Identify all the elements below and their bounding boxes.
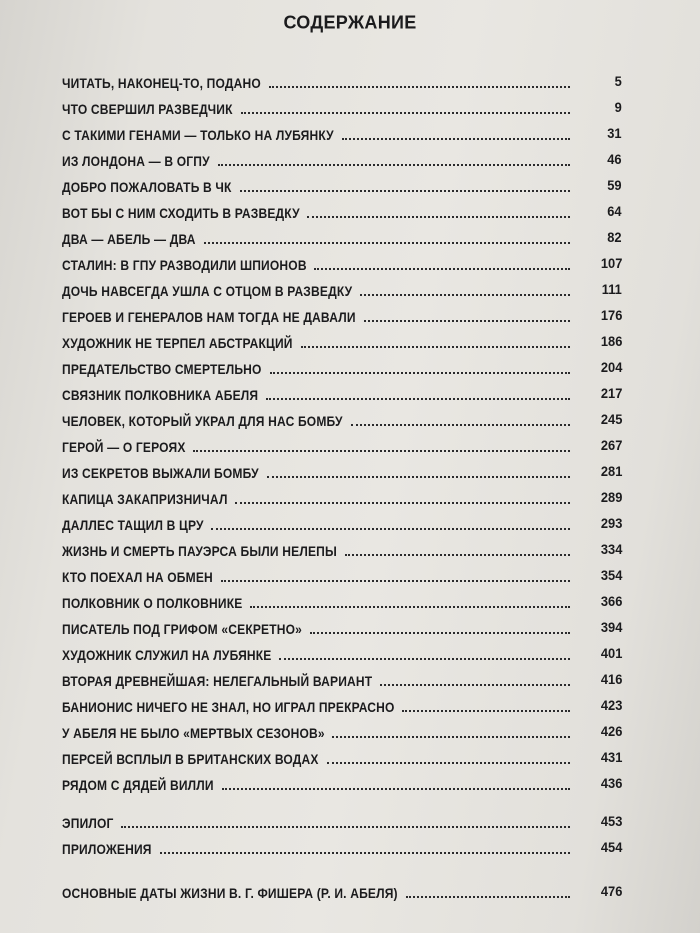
toc-entry-page-number: 401	[600, 645, 622, 661]
toc-entry	[62, 278, 622, 300]
toc-entry	[62, 694, 622, 716]
toc-entry	[62, 174, 622, 196]
dot-leader	[222, 788, 570, 790]
toc-entry	[62, 538, 622, 560]
toc-entry-page-number: 59	[607, 177, 622, 193]
dot-leader	[307, 216, 570, 218]
dot-leader	[240, 190, 570, 192]
toc-entry	[62, 252, 622, 274]
toc-entry-page-number: 423	[600, 697, 622, 713]
toc-entry-page-number: 204	[600, 359, 622, 375]
toc-entry-page-number: 289	[600, 489, 622, 505]
toc-entry	[62, 616, 622, 638]
dot-leader	[241, 112, 570, 114]
toc-entry	[62, 564, 622, 586]
toc-entry-page-number: 217	[600, 385, 622, 401]
toc-entry-page-number: 454	[600, 839, 622, 855]
toc-entry-title: ХУДОЖНИК СЛУЖИЛ НА ЛУБЯНКЕ	[62, 647, 272, 663]
toc-entry	[62, 148, 622, 170]
toc-entry-title: ЧЕЛОВЕК, КОТОРЫЙ УКРАЛ ДЛЯ НАС БОМБУ	[62, 413, 343, 429]
toc-entry-page-number: 293	[600, 515, 622, 531]
dot-leader	[250, 606, 570, 608]
toc-entry	[62, 226, 622, 248]
toc-entry-title: ПРЕДАТЕЛЬСТВО СМЕРТЕЛЬНО	[62, 361, 262, 377]
toc-entry	[62, 746, 622, 768]
toc-entry-page-number: 9	[614, 99, 622, 115]
toc-entry-title: РЯДОМ С ДЯДЕЙ ВИЛЛИ	[62, 777, 214, 793]
toc-entry-title: ОСНОВНЫЕ ДАТЫ ЖИЗНИ В. Г. ФИШЕРА (Р. И. АБЕЛЯ)	[62, 885, 398, 901]
toc-entry-page-number: 354	[600, 567, 622, 583]
toc-entry	[62, 836, 622, 858]
toc-entry-page-number: 366	[600, 593, 622, 609]
dot-leader	[121, 826, 570, 828]
toc-entry-page-number: 31	[607, 125, 622, 141]
toc-entry-title: ДВА — АБЕЛЬ — ДВА	[62, 231, 196, 247]
dot-leader	[310, 632, 570, 634]
toc-entry	[62, 96, 622, 118]
toc-entry-page-number: 431	[600, 749, 622, 765]
dot-leader	[402, 710, 570, 712]
toc-entry	[62, 486, 622, 508]
toc-entry	[62, 356, 622, 378]
toc-entry-title: ЖИЗНЬ И СМЕРТЬ ПАУЭРСА БЫЛИ НЕЛЕПЫ	[62, 543, 337, 559]
toc-entry-title: У АБЕЛЯ НЕ БЫЛО «МЕРТВЫХ СЕЗОНОВ»	[62, 725, 325, 741]
dot-leader	[342, 138, 570, 140]
toc-entry	[62, 720, 622, 742]
toc-entry	[62, 122, 622, 144]
toc-entry	[62, 434, 622, 456]
dot-leader	[332, 736, 570, 738]
dot-leader	[160, 852, 570, 854]
dot-leader	[193, 450, 570, 452]
toc-entry	[62, 200, 622, 222]
toc-entry-page-number: 426	[600, 723, 622, 739]
toc-entry-page-number: 111	[601, 281, 622, 297]
toc-entry-page-number: 334	[600, 541, 622, 557]
dot-leader	[364, 320, 570, 322]
dot-leader	[211, 528, 570, 530]
toc-entry-title: ГЕРОЕВ И ГЕНЕРАЛОВ НАМ ТОГДА НЕ ДАВАЛИ	[62, 309, 356, 325]
toc-entry-page-number: 5	[614, 73, 622, 89]
toc-entry	[62, 304, 622, 326]
toc-entry-page-number: 186	[600, 333, 622, 349]
toc-entry	[62, 382, 622, 404]
dot-leader	[327, 762, 570, 764]
toc-entry	[62, 880, 622, 902]
dot-leader	[380, 684, 570, 686]
toc-entry-page-number: 453	[600, 813, 622, 829]
toc-entry	[62, 512, 622, 534]
toc-entry	[62, 772, 622, 794]
toc-entry-page-number: 176	[600, 307, 622, 323]
dot-leader	[406, 896, 570, 898]
dot-leader	[351, 424, 570, 426]
toc-entry-page-number: 46	[607, 151, 622, 167]
toc-entry-page-number: 267	[600, 437, 622, 453]
toc-entry-page-number: 107	[600, 255, 622, 271]
dot-leader	[235, 502, 570, 504]
dot-leader	[270, 372, 570, 374]
toc-entry-title: ПИСАТЕЛЬ ПОД ГРИФОМ «СЕКРЕТНО»	[62, 621, 303, 637]
toc-entry	[62, 642, 622, 664]
toc-entry-title: ЧТО СВЕРШИЛ РАЗВЕДЧИК	[62, 101, 233, 117]
dot-leader	[279, 658, 570, 660]
toc-entry-page-number: 245	[600, 411, 622, 427]
toc-entry	[62, 460, 622, 482]
toc-entry-title: ХУДОЖНИК НЕ ТЕРПЕЛ АБСТРАКЦИЙ	[62, 335, 293, 351]
dot-leader	[266, 398, 570, 400]
toc-entry-title: СВЯЗНИК ПОЛКОВНИКА АБЕЛЯ	[62, 387, 259, 403]
dot-leader	[221, 580, 570, 582]
toc-entry	[62, 810, 622, 832]
toc-entry	[62, 590, 622, 612]
toc-entry-title: ВОТ БЫ С НИМ СХОДИТЬ В РАЗВЕДКУ	[62, 205, 300, 221]
dot-leader	[269, 86, 570, 88]
toc-entry-title: ЭПИЛОГ	[62, 815, 114, 831]
toc-entry-title: КАПИЦА ЗАКАПРИЗНИЧАЛ	[62, 491, 228, 507]
toc-entry-title: ДОБРО ПОЖАЛОВАТЬ В ЧК	[62, 179, 232, 195]
toc-entry-title: ПОЛКОВНИК О ПОЛКОВНИКЕ	[62, 595, 243, 611]
toc-entry-page-number: 436	[600, 775, 622, 791]
dot-leader	[345, 554, 570, 556]
toc-entry-title: ПЕРСЕЙ ВСПЛЫЛ В БРИТАНСКИХ ВОДАХ	[62, 751, 319, 767]
toc-entry-title: ИЗ СЕКРЕТОВ ВЫЖАЛИ БОМБУ	[62, 465, 259, 481]
toc-entry-page-number: 476	[600, 883, 622, 899]
toc-entry-title: ВТОРАЯ ДРЕВНЕЙШАЯ: НЕЛЕГАЛЬНЫЙ ВАРИАНТ	[62, 673, 373, 689]
toc-entry-title: ПРИЛОЖЕНИЯ	[62, 841, 152, 857]
toc-entry-title: ЧИТАТЬ, НАКОНЕЦ-ТО, ПОДАНО	[62, 75, 261, 91]
toc-entry-title: ГЕРОЙ — О ГЕРОЯХ	[62, 439, 186, 455]
dot-leader	[314, 268, 570, 270]
toc-entry-title: ДОЧЬ НАВСЕГДА УШЛА С ОТЦОМ В РАЗВЕДКУ	[62, 283, 353, 299]
toc-entry-page-number: 394	[600, 619, 622, 635]
dot-leader	[301, 346, 570, 348]
toc-entry	[62, 330, 622, 352]
toc-entry-title: СТАЛИН: В ГПУ РАЗВОДИЛИ ШПИОНОВ	[62, 257, 307, 273]
toc-entry	[62, 408, 622, 430]
dot-leader	[267, 476, 570, 478]
toc-entry-page-number: 82	[607, 229, 622, 245]
dot-leader	[360, 294, 570, 296]
toc-entry-title: БАНИОНИС НИЧЕГО НЕ ЗНАЛ, НО ИГРАЛ ПРЕКРАСНО	[62, 699, 395, 715]
toc-entry-title: ДАЛЛЕС ТАЩИЛ В ЦРУ	[62, 517, 204, 533]
toc-entry	[62, 668, 622, 690]
page-title: СОДЕРЖАНИЕ	[283, 11, 417, 33]
toc-entry-page-number: 281	[600, 463, 622, 479]
toc-entry	[62, 70, 622, 92]
dot-leader	[218, 164, 570, 166]
toc-entry-title: КТО ПОЕХАЛ НА ОБМЕН	[62, 569, 213, 585]
toc-entry-title: С ТАКИМИ ГЕНАМИ — ТОЛЬКО НА ЛУБЯНКУ	[62, 127, 334, 143]
toc-entry-page-number: 416	[600, 671, 622, 687]
toc-entry-page-number: 64	[607, 203, 622, 219]
toc-entry-title: ИЗ ЛОНДОНА — В ОГПУ	[62, 153, 210, 169]
dot-leader	[204, 242, 570, 244]
